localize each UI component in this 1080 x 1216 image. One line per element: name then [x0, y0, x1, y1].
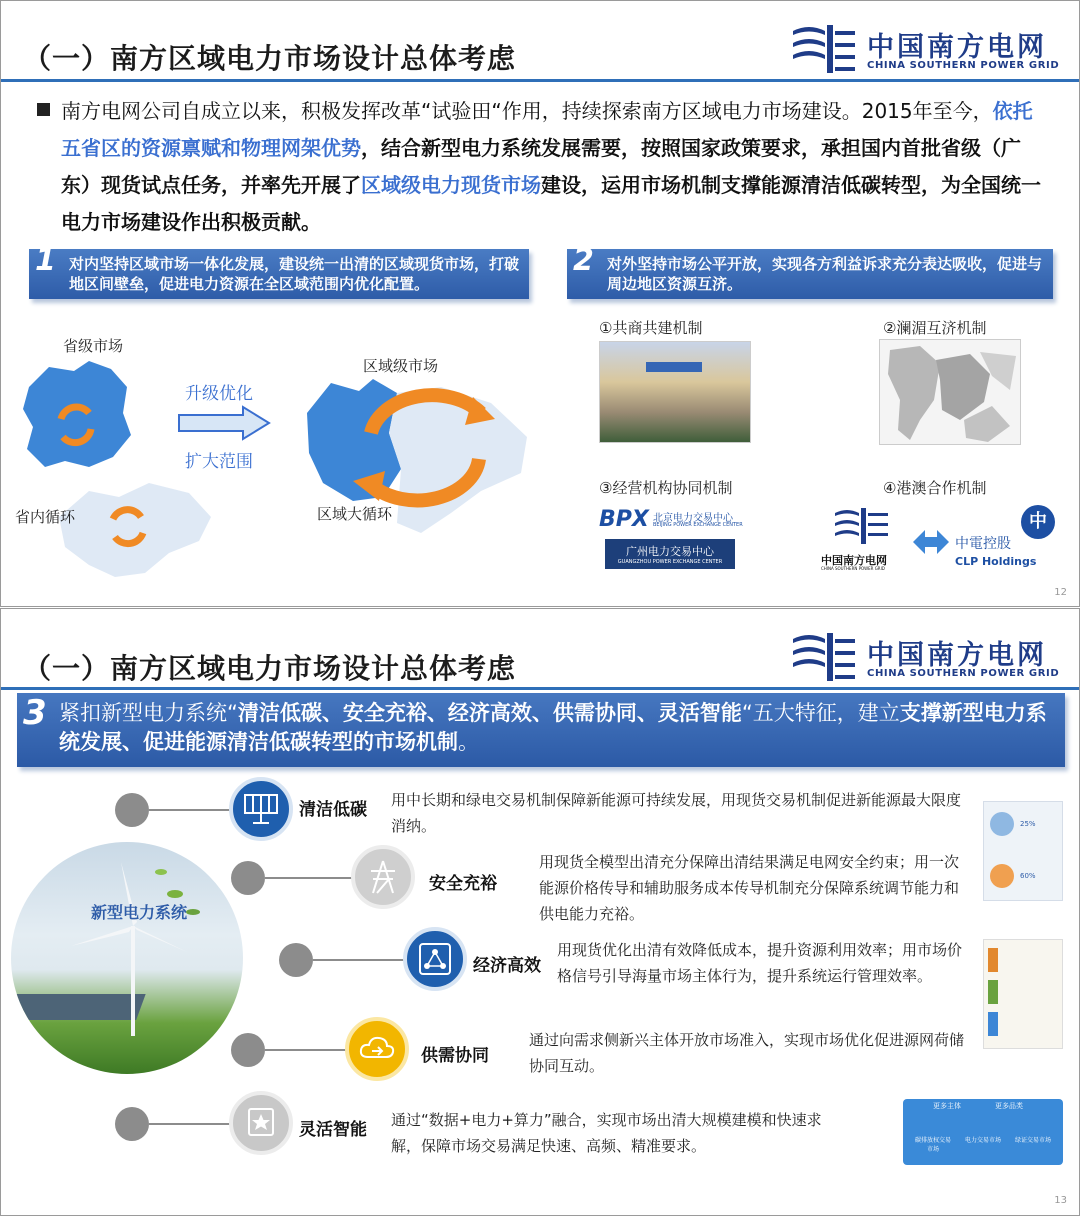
intro-text-1: 南方电网公司自成立以来，积极发挥改革“试验田“作用，持续探索南方区域电力市场建设。2015年至今，	[61, 99, 993, 123]
feature-1-connector	[149, 809, 233, 811]
banner-3-text-1: 紧扣新型电力系统“	[59, 701, 238, 725]
intro-highlight-2: 区域级电力现货市场	[361, 173, 541, 197]
thumb-item-1: 碳排放权交易市场	[914, 1137, 951, 1153]
banner-2-text: 对外坚持市场公平开放，实现各方利益诉求充分表达吸收，促进与周边地区资源互济。	[607, 255, 1043, 293]
thumb-pie-1	[990, 812, 1014, 836]
feature-1-dot	[115, 793, 149, 827]
banner-1-text: 对内坚持区域市场一体化发展，建设统一出清的区域现货市场，打破地区间壁垒，促进电力资源在全区域范围内优化配置。	[69, 255, 520, 293]
banner-3-text-2: “五大特征，建立	[741, 701, 900, 725]
mechanism-4-label: ④港澳合作机制	[883, 479, 987, 497]
csg-logo	[791, 23, 1061, 79]
clp-mark-icon: 中	[1021, 505, 1055, 539]
csg-logo	[791, 631, 1061, 687]
bpx-logo: BPX	[599, 507, 649, 532]
feature-4-desc: 通过向需求侧新兴主体开放市场准入，实现市场优化促进源网荷储协同互动。	[529, 1031, 965, 1075]
thumbnail-table	[983, 939, 1063, 1049]
csg-logo-icon	[791, 631, 857, 683]
csg-small-name: 中国南方电网	[821, 554, 887, 567]
lancang-mekong-map	[879, 339, 1021, 445]
intro-paragraph	[37, 93, 1047, 241]
feature-1-desc: 用中长期和绿电交易机制保障新能源可持续发展，用现货交易机制促进新能源最大限度消纳。	[391, 791, 962, 835]
feature-4-connector	[265, 1049, 349, 1051]
wind-solar-illustration	[11, 842, 243, 1074]
label-regional-market: 区域级市场	[363, 357, 439, 375]
logo-text-en: CHINA SOUTHERN POWER GRID	[867, 60, 1060, 71]
cloud-sync-icon	[345, 1017, 409, 1081]
banner-3-bold-1: 清洁低碳、安全充裕、经济高效、供需协同、灵活智能	[237, 701, 742, 725]
feature-2-connector	[265, 877, 355, 879]
tower-glyph	[365, 859, 401, 895]
banner-3-text-3: 。	[458, 730, 479, 754]
network-glyph	[417, 941, 453, 977]
mechanism-1-label: ①共商共建机制	[599, 319, 703, 337]
cloud-glyph	[358, 1033, 396, 1065]
clp-name-en: CLP Holdings	[955, 555, 1037, 568]
mechanism-3-label: ③经营机构协同机制	[599, 479, 733, 497]
thumbnail-renewable-share	[983, 801, 1063, 901]
solar-panel-glyph	[241, 791, 281, 827]
banner-3-number: 3	[23, 693, 47, 733]
meeting-photo	[599, 341, 751, 443]
feature-3-connector	[313, 959, 407, 961]
logo-text-en: CHINA SOUTHERN POWER GRID	[867, 668, 1060, 679]
csg-small-logo-icon	[833, 507, 893, 547]
csg-small-name-en: CHINA SOUTHERN POWER GRID	[821, 566, 885, 571]
banner-1-number: 1	[35, 243, 56, 278]
title-rule	[1, 79, 1080, 82]
feature-2-desc: 用现货全模型出清充分保障出清结果满足电网安全约束；用一次能源价格传导和辅助服务成本传导机制充分保障系统调节能力和供电能力充裕。	[539, 853, 960, 923]
banner-2	[567, 243, 1053, 299]
double-arrow-icon	[911, 527, 951, 557]
title-rule	[1, 687, 1080, 690]
bullet-square	[37, 103, 50, 116]
page-number: 12	[1054, 587, 1067, 598]
feature-4-name: 供需协同	[421, 1046, 489, 1066]
slide-title: （一）南方区域电力市场设计总体考虑	[23, 42, 517, 75]
feature-3-name: 经济高效	[473, 956, 541, 976]
slide-13	[0, 608, 1080, 1216]
label-in-province-cycle: 省内循环	[15, 508, 76, 526]
mechanism-2-label: ②澜湄互济机制	[883, 319, 987, 337]
feature-3-dot	[279, 943, 313, 977]
new-power-system-image	[11, 842, 243, 1074]
label-provincial-market: 省级市场	[63, 337, 124, 355]
guangdong-map-icon	[49, 477, 219, 587]
thumb-item-2: 电力交易市场	[964, 1137, 1001, 1144]
label-expand: 扩大范围	[185, 452, 253, 472]
logo-text-cn: 中国南方电网	[867, 32, 1047, 63]
thumb-bar-2	[988, 980, 998, 1004]
thumbnail-markets	[903, 1099, 1063, 1165]
slide-title: （一）南方区域电力市场设计总体考虑	[23, 652, 517, 685]
feature-1-name: 清洁低碳	[299, 800, 367, 820]
csg-logo-icon	[791, 23, 857, 75]
logo-text-cn: 中国南方电网	[867, 640, 1047, 671]
bpx-name: 北京电力交易中心	[653, 513, 733, 524]
star-glyph	[244, 1106, 278, 1140]
thumb-value-1: 25%	[1020, 820, 1036, 828]
slide-12	[0, 0, 1080, 607]
right-arrow-icon	[177, 405, 273, 441]
thumb-top-1: 更多主体	[933, 1102, 961, 1110]
feature-5-name: 灵活智能	[299, 1120, 367, 1140]
network-icon	[403, 927, 467, 991]
smart-star-icon	[229, 1091, 293, 1155]
page-number: 13	[1054, 1195, 1067, 1206]
banner-1	[29, 243, 529, 299]
intro-highlight-1: 依托五省区的资源禀赋和物理网架优势	[61, 99, 1033, 160]
thumb-pie-2	[990, 864, 1014, 888]
circle-label: 新型电力系统	[91, 903, 188, 922]
feature-5-desc: 通过“数据+电力+算力”融合，实现市场出清大规模建模和快速求解，保障市场交易满足快速、高频、精准要求。	[391, 1111, 822, 1155]
banner-2-number: 2	[573, 243, 594, 278]
feature-5-connector	[149, 1123, 233, 1125]
feature-2-name: 安全充裕	[429, 874, 497, 894]
meeting-screen	[646, 362, 702, 372]
feature-3-desc: 用现货优化出清有效降低成本，提升资源利用效率；用市场价格信号引导海量市场主体行为，提升系统运行管理效率。	[557, 941, 963, 985]
banner-3	[17, 693, 1065, 767]
label-upgrade: 升级优化	[185, 384, 253, 404]
banner-3-bold-2: 支撑新型电力系统发展、促进能源清洁低碳转型的市场机制	[59, 701, 1047, 754]
feature-2-dot	[231, 861, 265, 895]
clp-name: 中電控股	[955, 536, 1011, 552]
feature-4-dot	[231, 1033, 265, 1067]
provincial-map-icon	[19, 357, 137, 477]
gz-exchange-box	[605, 539, 735, 569]
thumb-item-3: 绿证交易市场	[1014, 1137, 1051, 1144]
bpx-name-en: BEIJING POWER EXCHANGE CENTER	[653, 522, 743, 528]
intro-text-2: ，结合新型电力系统发展需要，按照国家政策要求，承担国内首批省级（广东）现货试点任务，并率先开展了	[61, 136, 1021, 197]
thumb-top-2: 更多品类	[995, 1102, 1023, 1110]
transmission-tower-icon	[351, 845, 415, 909]
thumb-bar-3	[988, 1012, 998, 1036]
intro-text-3: 建设，运用市场机制支撑能源清洁低碳转型，为全国统一电力市场建设作出积极贡献。	[61, 173, 1041, 234]
feature-5-dot	[115, 1107, 149, 1141]
gz-exchange-name: 广州电力交易中心	[626, 545, 714, 558]
label-regional-cycle: 区域大循环	[317, 505, 393, 523]
solar-panel-icon	[229, 777, 293, 841]
thumb-value-2: 60%	[1020, 872, 1036, 880]
thumb-bar-1	[988, 948, 998, 972]
gz-exchange-name-en: GUANGZHOU POWER EXCHANGE CENTER	[617, 559, 723, 565]
